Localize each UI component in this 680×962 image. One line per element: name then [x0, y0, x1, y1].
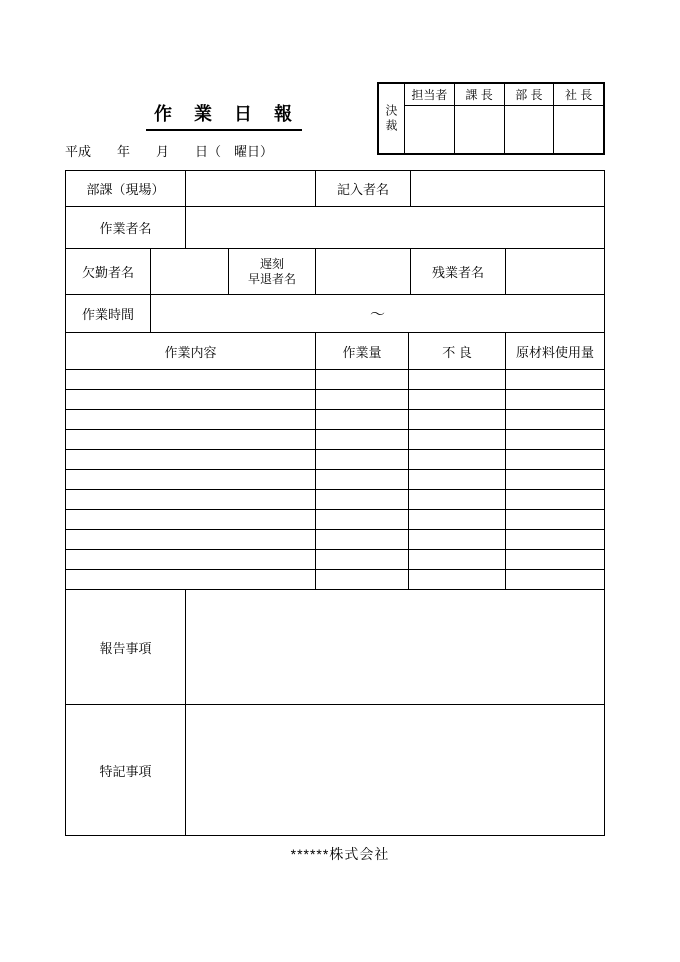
absence-row [66, 249, 604, 295]
approval-stamp-cell [455, 106, 504, 153]
main-form-table [65, 170, 605, 836]
work-table-cell [506, 470, 604, 489]
approval-stamp-cell [505, 106, 554, 153]
work-table-cell [506, 430, 604, 449]
work-table-cell [316, 490, 409, 509]
approval-stamp-box [377, 82, 605, 155]
work-table-cell [316, 570, 409, 589]
work-table-cell [66, 430, 316, 449]
work-table-cell [506, 530, 604, 549]
work-table-row [66, 530, 604, 550]
approval-column [505, 84, 555, 153]
notes-content-cell [186, 705, 604, 835]
work-table-cell [66, 390, 316, 409]
work-table-cell [409, 410, 506, 429]
work-table-cell [66, 450, 316, 469]
approval-column [455, 84, 505, 153]
work-table-row [66, 550, 604, 570]
work-table-cell [409, 490, 506, 509]
late-leave-label [229, 249, 316, 294]
work-table-row [66, 510, 604, 530]
work-table-cell [409, 430, 506, 449]
approval-stamp-cell [405, 106, 454, 153]
work-table-cell [66, 570, 316, 589]
notes-label: 特記事項 [66, 705, 186, 835]
work-table-cell [316, 530, 409, 549]
work-table-cell [409, 530, 506, 549]
approval-columns [405, 84, 603, 153]
work-table-cell [409, 550, 506, 569]
work-table-cell [66, 510, 316, 529]
dept-row [66, 171, 604, 207]
workers-input-cell [186, 207, 604, 248]
work-amount-header: 作業量 [316, 333, 409, 369]
absent-label: 欠勤者名 [66, 249, 151, 294]
defect-header: 不 良 [409, 333, 506, 369]
work-table-row [66, 570, 604, 590]
work-table-cell [316, 450, 409, 469]
work-table-cell [409, 470, 506, 489]
work-table-cell [66, 530, 316, 549]
worktime-range-cell: ～ [369, 306, 385, 323]
work-table-header-row [66, 333, 604, 370]
approval-column-header: 社 長 [554, 84, 603, 106]
work-table-cell [66, 470, 316, 489]
approval-column-header: 担当者 [405, 84, 454, 106]
work-table-cell [66, 410, 316, 429]
work-table-row [66, 430, 604, 450]
work-table-cell [409, 390, 506, 409]
work-table-cell [316, 430, 409, 449]
work-table-cell [316, 510, 409, 529]
work-table-cell [506, 410, 604, 429]
absent-input-cell [151, 249, 229, 294]
work-content-header: 作業内容 [66, 333, 316, 369]
work-table-cell [316, 550, 409, 569]
work-table-row [66, 390, 604, 410]
approval-column-header: 課 長 [455, 84, 504, 106]
approval-stamp-cell [554, 106, 603, 153]
work-table-row [66, 410, 604, 430]
overtime-input-cell [506, 249, 604, 294]
dept-input-cell [186, 171, 316, 206]
material-usage-header: 原材料使用量 [515, 344, 594, 360]
workers-row [66, 207, 604, 249]
work-table-cell [506, 490, 604, 509]
late-leave-label-line2: 早退者名 [247, 271, 296, 286]
worktime-row [66, 295, 604, 333]
dept-label: 部課（現場） [66, 171, 186, 206]
work-table-row [66, 470, 604, 490]
work-table-cell [66, 490, 316, 509]
approval-column [554, 84, 603, 153]
overtime-label: 残業者名 [411, 249, 506, 294]
approval-column-header: 部 長 [505, 84, 554, 106]
work-table-cell [409, 450, 506, 469]
work-table-row [66, 450, 604, 470]
report-content-cell [186, 590, 604, 704]
work-table-cell [506, 370, 604, 389]
late-leave-input-cell [316, 249, 411, 294]
work-table-cell [316, 370, 409, 389]
work-table-cell [66, 370, 316, 389]
work-table-row [66, 370, 604, 390]
work-table-row [66, 490, 604, 510]
work-table-cell [409, 510, 506, 529]
approval-column [405, 84, 455, 153]
work-table-cell [316, 410, 409, 429]
report-row [66, 590, 604, 705]
company-name: ******株式会社 [290, 846, 390, 862]
work-table-cell [316, 390, 409, 409]
workers-label: 作業者名 [66, 207, 186, 248]
work-table-cell [66, 550, 316, 569]
approval-label: 決裁 [379, 84, 405, 153]
notes-row [66, 705, 604, 835]
work-table-cell [409, 570, 506, 589]
writer-name-input-cell [411, 171, 604, 206]
work-table-cell [316, 470, 409, 489]
worktime-label: 作業時間 [66, 295, 151, 332]
work-table-cell [409, 370, 506, 389]
writer-name-label: 記入者名 [316, 171, 411, 206]
work-table-cell [506, 450, 604, 469]
work-table-cell [506, 390, 604, 409]
work-table-cell [506, 510, 604, 529]
late-leave-label-line1: 遅刻 [259, 256, 284, 271]
work-table-cell [506, 550, 604, 569]
date-line: 平成 年 月 日（ 曜日） [65, 144, 274, 159]
report-label: 報告事項 [66, 590, 186, 704]
work-table-cell [506, 570, 604, 589]
form-title: 作 業 日 報 [146, 100, 302, 131]
